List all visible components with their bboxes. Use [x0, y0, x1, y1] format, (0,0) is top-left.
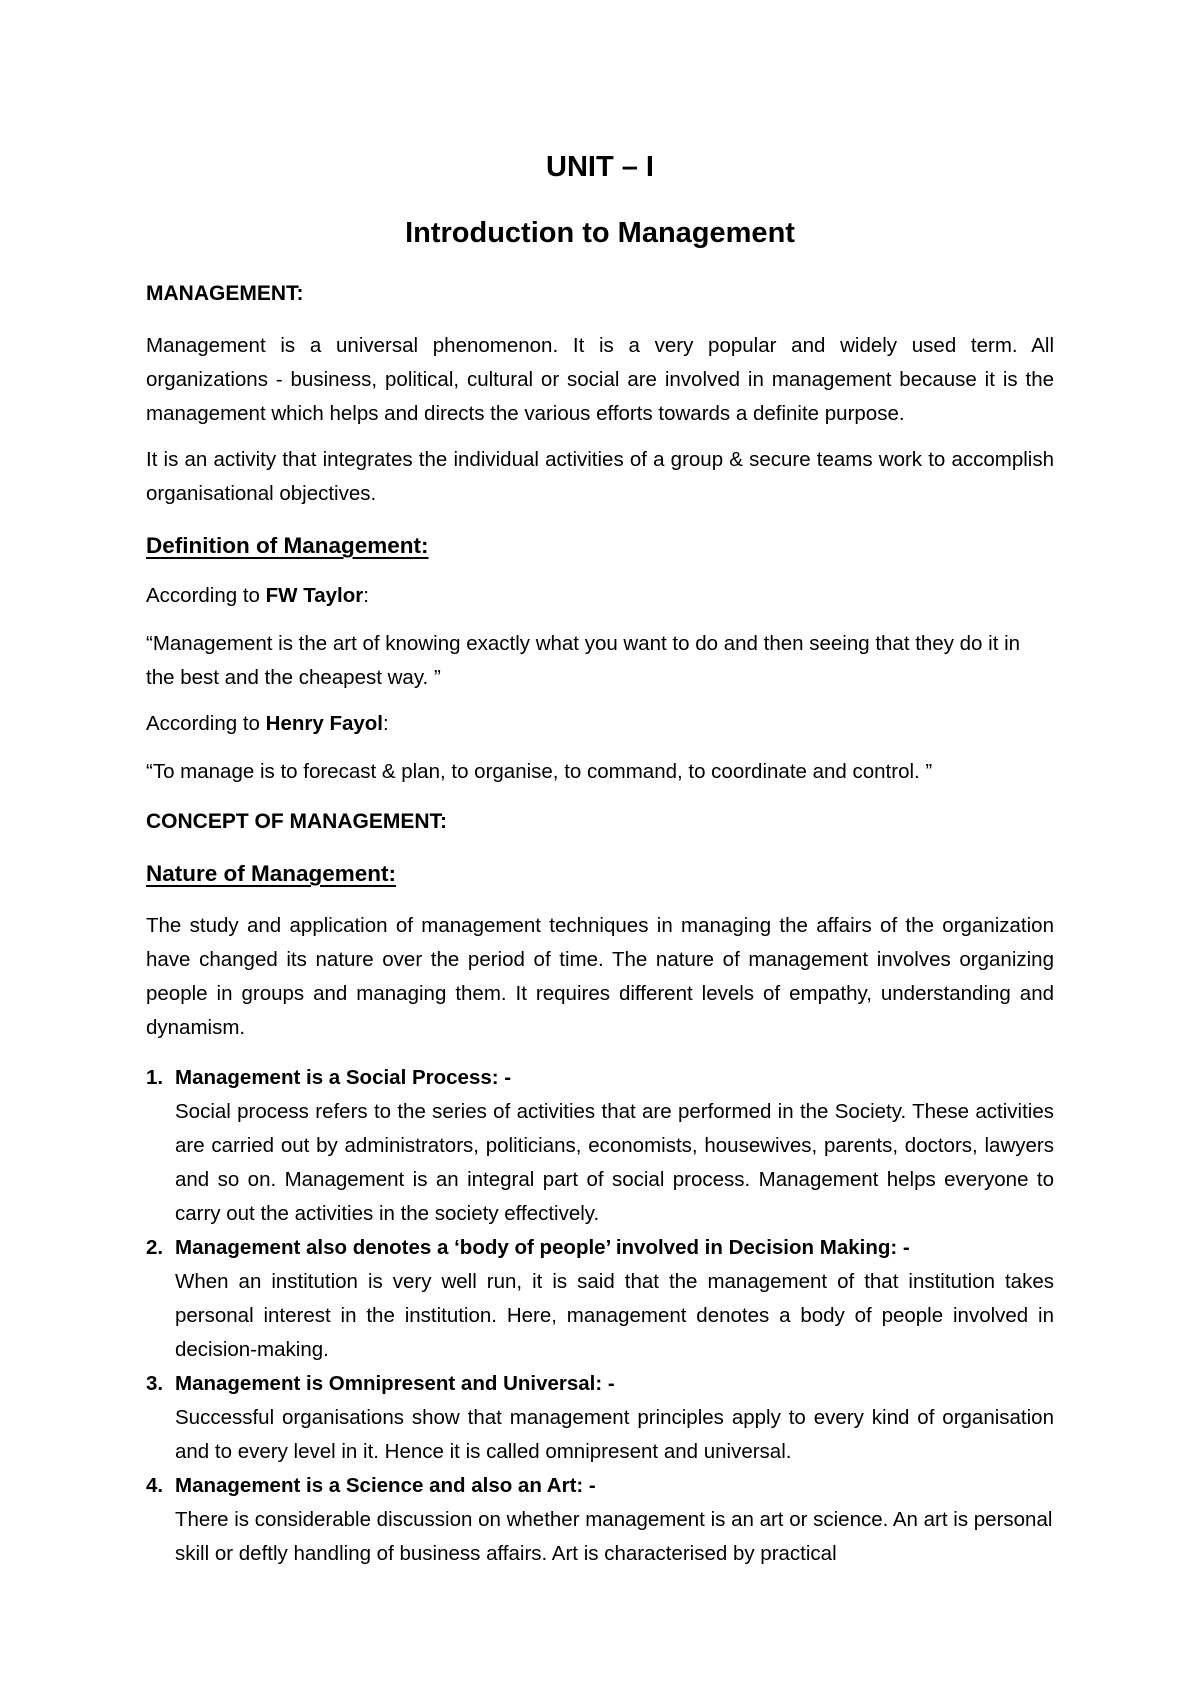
list-item — [146, 1061, 1054, 1231]
list-number: 2. — [146, 1236, 164, 1259]
taylor-attribution — [146, 579, 1054, 613]
list-number: 3. — [146, 1372, 164, 1395]
taylor-suffix: : — [363, 584, 369, 607]
list-number: 4. — [146, 1474, 164, 1497]
definition-heading: Definition of Management: — [146, 533, 429, 558]
list-item-body: Social process refers to the series of activities that are performed in the Society. These activities are carried out by administrators, politicians, economists, housewives, parents, doctors, lawyers and so on. Management is an integral part of social process. Management helps everyone to carry out the activities in the society effectively. — [175, 1100, 1054, 1225]
list-item — [146, 1367, 1054, 1469]
fayol-suffix: : — [383, 712, 389, 735]
fayol-quote: “To manage is to forecast & plan, to organise, to command, to coordinate and control. ” — [146, 760, 933, 783]
fayol-attribution — [146, 707, 1054, 741]
nature-paragraph: The study and application of management techniques in managing the affairs of the organization have changed its nature over the period of time. The nature of management involves organizing people in groups and managing them. It requires different levels of empathy, understanding and dynamism. — [146, 914, 1054, 1039]
list-item-title: Management also denotes a ‘body of people’ involved in Decision Making: - — [175, 1236, 910, 1259]
main-title: Introduction to Management — [405, 217, 795, 249]
nature-heading: Nature of Management: — [146, 861, 397, 886]
nature-points-list — [146, 1061, 1054, 1571]
list-item-body: There is considerable discussion on whether management is an art or science. An art is personal skill or deftly handling of business affairs. Art is characterised by practical — [175, 1508, 1053, 1565]
list-item-body: When an institution is very well run, it is said that the management of that institution takes personal interest in the institution. Here, management denotes a body of people involved in decision-making. — [175, 1270, 1054, 1361]
list-number: 1. — [146, 1066, 164, 1089]
fayol-prefix: According to — [146, 712, 266, 735]
list-item-body: Successful organisations show that management principles apply to every kind of organisation and to every level in it. Hence it is called omnipresent and universal. — [175, 1406, 1054, 1463]
management-paragraph-1: Management is a universal phenomenon. It is a very popular and widely used term. All organizations - business, political, cultural or social are involved in management because it is the management which helps and directs the various efforts towards a definite purpose. — [146, 334, 1054, 425]
list-item-title: Management is Omnipresent and Universal: - — [175, 1372, 615, 1395]
unit-title: UNIT – I — [546, 151, 654, 183]
management-paragraph-2: It is an activity that integrates the individual activities of a group & secure teams work to accomplish organisational objectives. — [146, 448, 1054, 505]
list-item — [146, 1231, 1054, 1367]
list-item-title: Management is a Social Process: - — [175, 1066, 512, 1089]
fayol-name: Henry Fayol — [265, 712, 384, 735]
taylor-quote: “Management is the art of knowing exactly what you want to do and then seeing that they do it in the best and the cheapest way. ” — [146, 632, 1021, 689]
list-item-title: Management is a Science and also an Art: - — [175, 1474, 596, 1497]
taylor-prefix: According to — [146, 584, 266, 607]
management-heading: MANAGEMENT: — [146, 282, 304, 305]
taylor-name: FW Taylor — [265, 584, 364, 607]
list-item — [146, 1469, 1054, 1571]
concept-heading: CONCEPT OF MANAGEMENT: — [146, 810, 447, 833]
